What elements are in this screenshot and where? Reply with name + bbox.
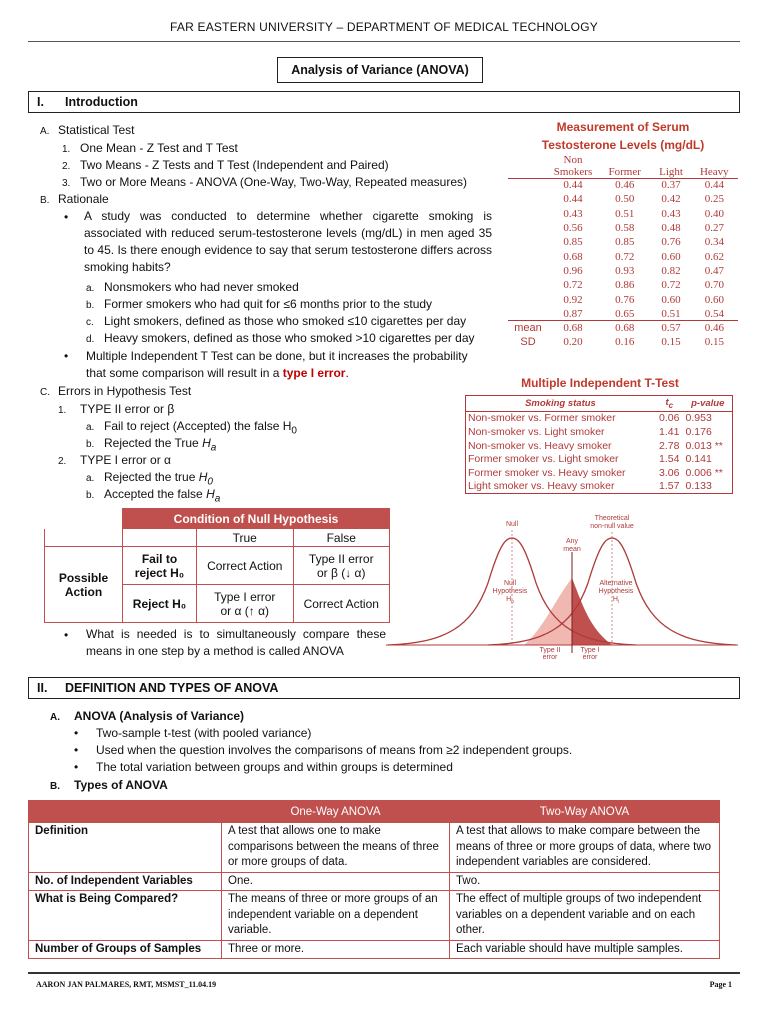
footer-rule [28, 972, 740, 974]
list-item: 1. TYPE II error or β [58, 402, 175, 416]
alt-hypothesis-label-3: $H_i$ [612, 596, 620, 605]
summary-cell: 0.15 [704, 336, 724, 349]
multiple-ttest-text-2: that some comparison will result in a type I error. [86, 366, 349, 380]
types-cell-two: Each variable should have multiple samples. [450, 940, 720, 959]
table-row [508, 207, 738, 221]
anova-types-table [28, 800, 720, 959]
ttest-cell-p: 0.176 [685, 425, 712, 438]
table-cell: 0.82 [661, 264, 681, 277]
table-row [466, 439, 733, 453]
cell-correct-action: Correct Action [197, 547, 294, 585]
table-cell: 0.40 [704, 207, 724, 220]
cell-type-ii-error: Type II error or β (↓ α) [293, 547, 390, 585]
table-cell: 0.68 [563, 250, 583, 263]
types-cell-two: A test that allows to make compare between the means of three or more groups of data, where two independent variables are considered. [450, 823, 720, 873]
table-row [508, 264, 738, 278]
ttest-cell-p: 0.141 [685, 453, 712, 466]
table-row [466, 425, 733, 439]
ttest-cell-s: Non-smoker vs. Heavy smoker [468, 439, 612, 452]
table-row [508, 292, 738, 306]
theoretical-label: Theoretical [594, 515, 630, 522]
ttest-cell-p: 0.953 [685, 412, 712, 425]
multiple-ttest-text: Multiple Independent T Test can be done, but it increases the probability [86, 349, 468, 363]
table-row [508, 221, 738, 235]
types-cell-label: What is Being Compared? [29, 891, 222, 941]
summary-cell: 0.68 [548, 321, 598, 335]
types-cell-two: The effect of multiple groups of two independent variables on a dependent variable and on each other. [450, 891, 720, 941]
table-cell: 0.44 [563, 193, 583, 206]
table-cell: 0.72 [563, 279, 583, 292]
ttest-cell-s: Non-smoker vs. Former smoker [468, 412, 616, 425]
study-paragraph: A study was conducted to determine whether cigarette smoking is associated with reduced serum-testosterone levels (mg/dL) in men aged 35 to 45. Is there enough evidence to say that serum testosterone differs across smoking habits? [84, 209, 492, 274]
section-number: II. [37, 681, 48, 695]
table-cell: 0.72 [661, 279, 681, 292]
null-hypothesis-label-1: Null [503, 580, 517, 587]
ttest-cell-s: Non-smoker vs. Light smoker [468, 425, 605, 438]
condition-table-title: Condition of Null Hypothesis [123, 509, 390, 529]
table-cell: 0.51 [615, 207, 635, 220]
table-cell: 0.42 [661, 193, 681, 206]
list-item: b. Rejected the True $H_a$ [86, 436, 217, 454]
list-item: c. Light smokers, defined as those who smoked ≤10 cigarettes per day [86, 314, 467, 328]
types-cell-one: Three or more. [222, 940, 450, 959]
summary-cell: 0.15 [661, 336, 681, 349]
ttest-cell-p: 0.013 ** [685, 439, 723, 452]
table-cell: 0.85 [615, 236, 635, 249]
table-cell: 0.85 [563, 236, 583, 249]
ttest-cell-t: 3.06 [659, 466, 680, 479]
type-i-error-label-2: error [582, 654, 598, 661]
any-label: Any [565, 538, 579, 545]
null-hypothesis-label-2: Hypothesis [492, 588, 528, 595]
header-rule [28, 41, 740, 42]
summary-row-mean [508, 321, 738, 335]
list-item: • Two-sample t-test (with pooled variance) [74, 726, 312, 740]
bullet: • [64, 349, 69, 363]
hypothesis-distribution-diagram [384, 508, 740, 666]
types-cell-one: One. [222, 872, 450, 891]
cell-correct-action: Correct Action [293, 585, 390, 623]
ttest-title: Multiple Independent T-Test [521, 376, 679, 390]
list-item: • The total variation between groups and within groups is determined [74, 760, 453, 774]
table-cell: 0.87 [563, 307, 583, 320]
list-item: a. Fail to reject (Accepted) the false $H_0$ [86, 419, 297, 437]
table-cell: 0.43 [661, 207, 681, 220]
table-row [466, 466, 733, 480]
section-definition-types [28, 677, 740, 699]
summary-label: SD [520, 336, 536, 349]
table-row [29, 940, 720, 959]
table-row [508, 307, 738, 321]
heading-rationale: B. Rationale [40, 192, 109, 206]
table-row [466, 452, 733, 466]
mean-label: mean [563, 546, 581, 553]
table-cell: 0.93 [615, 264, 635, 277]
table-cell: 0.58 [615, 222, 635, 235]
table-row [29, 872, 720, 891]
table-cell: 0.60 [704, 293, 724, 306]
table-row [508, 249, 738, 263]
summary-cell: 0.68 [598, 321, 651, 335]
type-ii-error-label-2: error [542, 654, 558, 661]
summary-label: mean [508, 321, 548, 335]
possible-action-label: Possible Action [45, 547, 123, 623]
serum-table-title: Measurement of Serum Testosterone Levels (mg/dL) [541, 120, 705, 152]
document-header: FAR EASTERN UNIVERSITY – DEPARTMENT OF MEDICAL TECHNOLOGY [170, 20, 598, 34]
section-title: DEFINITION AND TYPES OF ANOVA [65, 681, 279, 695]
null-hypothesis-label-3: $H_o$ [506, 596, 514, 605]
col-header-one-way: One-Way ANOVA [222, 801, 450, 823]
types-cell-one: The means of three or more groups of an independent variable on a dependent variable. [222, 891, 450, 941]
table-cell: 0.27 [704, 222, 724, 235]
list-item: 2. Two Means - Z Tests and T Test (Independent and Paired) [62, 158, 389, 172]
bullet: • [64, 210, 69, 224]
bullet: • [64, 628, 69, 642]
table-cell: 0.44 [563, 179, 583, 192]
table-cell: 0.72 [615, 250, 635, 263]
table-row [29, 823, 720, 873]
null-hypothesis-condition-table [44, 508, 390, 623]
list-item: d. Heavy smokers, defined as those who smoked >10 cigarettes per day [86, 331, 475, 345]
table-cell: 0.92 [563, 293, 583, 306]
table-cell: 0.96 [563, 264, 583, 277]
col-header-two-way: Two-Way ANOVA [450, 801, 720, 823]
alt-hypothesis-label-1: Alternative [599, 580, 633, 587]
list-item: 2. TYPE I error or α [58, 453, 171, 467]
list-item: 3. Two or More Means - ANOVA (One-Way, Two-Way, Repeated measures) [62, 175, 468, 189]
col-header-p: p-value [684, 396, 733, 412]
ttest-cell-t: 0.06 [659, 412, 680, 425]
col-header-status: Smoking status [466, 396, 655, 412]
col-true: True [197, 529, 294, 547]
ttest-cell-p: 0.006 ** [685, 466, 723, 479]
type-i-error-highlight: type I error [282, 366, 346, 380]
table-cell: 0.86 [615, 279, 635, 292]
col-false: False [293, 529, 390, 547]
section-number: I. [37, 95, 44, 109]
col-header: Light [659, 165, 683, 178]
table-cell: 0.54 [704, 307, 724, 320]
table-row [508, 278, 738, 292]
summary-row-sd [508, 335, 738, 349]
list-item: b. Accepted the false $H_a$ [86, 487, 221, 505]
types-cell-two: Two. [450, 872, 720, 891]
table-row [29, 891, 720, 941]
table-cell: 0.34 [704, 236, 724, 249]
table-cell: 0.70 [704, 279, 724, 292]
list-item: b. Former smokers who had quit for ≤6 months prior to the study [86, 297, 433, 311]
ttest-cell-t: 1.54 [659, 453, 680, 466]
serum-testosterone-table [508, 152, 738, 350]
document-title: Analysis of Variance (ANOVA) [277, 57, 483, 83]
summary-cell: 0.20 [563, 336, 583, 349]
table-cell: 0.56 [563, 222, 583, 235]
type-ii-error-region [524, 578, 572, 645]
summary-cell: 0.46 [691, 321, 738, 335]
table-cell: 0.60 [661, 250, 681, 263]
table-row [466, 480, 733, 494]
footer-author: AARON JAN PALMARES, RMT, MSMST_11.04.19 [36, 980, 217, 989]
anova-need-paragraph: What is needed is to simultaneously compare these means in one step by a method is called ANOVA [86, 627, 386, 658]
types-cell-label: Number of Groups of Samples [29, 940, 222, 959]
table-cell: 0.62 [704, 250, 724, 263]
table-cell: 0.76 [615, 293, 635, 306]
table-row [508, 235, 738, 249]
table-cell: 0.50 [615, 193, 635, 206]
types-cell-label: No. of Independent Variables [29, 872, 222, 891]
ttest-cell-s: Light smoker vs. Heavy smoker [468, 480, 615, 493]
heading-types-anova: B. Types of ANOVA [50, 778, 168, 792]
list-item: a. Rejected the true $H_0$ [86, 470, 213, 488]
table-cell: 0.43 [563, 207, 583, 220]
table-cell: 0.44 [704, 179, 724, 192]
fail-to-reject-label: Fail to reject H₀ [123, 547, 197, 585]
col-header: Heavy [699, 165, 729, 178]
table-cell: 0.76 [661, 236, 681, 249]
multiple-ttest-table [465, 395, 733, 494]
types-cell-label: Definition [29, 823, 222, 873]
heading-anova: A. ANOVA (Analysis of Variance) [50, 709, 245, 723]
summary-cell: 0.16 [615, 336, 635, 349]
ttest-cell-p: 0.133 [685, 480, 712, 493]
table-cell: 0.47 [704, 264, 724, 277]
col-header-t: $t_c$ [655, 396, 684, 412]
section-introduction [28, 91, 740, 113]
null-label: Null [505, 521, 519, 528]
ttest-cell-s: Former smoker vs. Light smoker [468, 453, 619, 466]
list-item: 1. One Mean - Z Test and T Test [62, 141, 238, 155]
col-header: Non Smokers [553, 153, 593, 178]
table-cell: 0.46 [615, 179, 635, 192]
types-cell-one: A test that allows one to make comparisons between the means of three or more groups of data. [222, 823, 450, 873]
table-cell: 0.51 [661, 307, 681, 320]
section-title: Introduction [65, 95, 138, 109]
cell-type-i-error: Type I error or α (↑ α) [197, 585, 294, 623]
ttest-cell-t: 1.57 [659, 480, 680, 493]
table-cell: 0.65 [615, 307, 635, 320]
type-i-error-label-1: Type I [580, 647, 600, 654]
alt-hypothesis-label-2: Hypothesis [598, 588, 634, 595]
type-ii-error-label-1: Type II [539, 647, 561, 654]
col-header: Former [608, 165, 641, 178]
ttest-cell-s: Former smoker vs. Heavy smoker [468, 466, 626, 479]
heading-statistical-test: A. Statistical Test [40, 123, 135, 137]
table-row [466, 411, 733, 425]
non-null-label: non-null value [590, 523, 634, 530]
ttest-cell-t: 1.41 [659, 425, 680, 438]
list-item: a. Nonsmokers who had never smoked [86, 280, 299, 294]
table-cell: 0.25 [704, 193, 724, 206]
summary-cell: 0.57 [651, 321, 690, 335]
footer-page-number: Page 1 [709, 980, 732, 989]
table-cell: 0.37 [661, 179, 681, 192]
table-row [508, 192, 738, 206]
reject-label: Reject H₀ [123, 585, 197, 623]
ttest-cell-t: 2.78 [659, 439, 680, 452]
list-item: • Used when the question involves the comparisons of means from ≥2 independent groups. [74, 743, 573, 757]
table-row [508, 178, 738, 192]
table-cell: 0.48 [661, 222, 681, 235]
heading-errors: C. Errors in Hypothesis Test [40, 384, 192, 398]
table-cell: 0.60 [661, 293, 681, 306]
